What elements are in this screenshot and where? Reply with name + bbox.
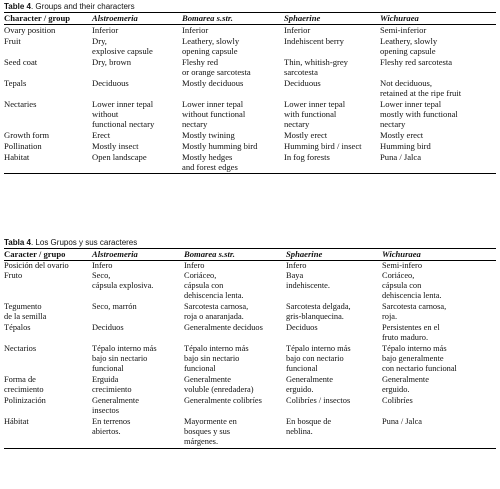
caption-text: . Los Grupos y sus caracteres <box>30 238 138 247</box>
row-label-cell: Fruit <box>4 36 21 46</box>
table-row <box>4 344 496 375</box>
table-cell: Open landscape <box>92 152 147 162</box>
table-cell: Inferior <box>284 25 311 35</box>
table-cell: Fleshy red sarcotesta <box>380 57 453 67</box>
table-cell: Infero Coriáceo, cápsula con dehiscencia lenta. <box>184 261 244 300</box>
column-header: Alstroemeria <box>92 13 138 23</box>
column-header: Sphaerine <box>284 13 321 23</box>
table-cell: Infero Seco, cápsula explosiva. <box>92 261 154 290</box>
row-label-cell: Posición del ovario Fruto <box>4 261 69 280</box>
table-row <box>4 141 496 152</box>
row-label-cell: Nectarios <box>4 344 37 353</box>
table-cell: Deciduous <box>284 78 321 88</box>
table-cell: Generalmente colibríes <box>184 396 262 405</box>
caption-text: . Groups and their characters <box>30 2 135 11</box>
table-row <box>4 417 496 449</box>
table-cell: Deciduos <box>286 323 318 332</box>
table-cell: Mostly hedges and forest edges <box>182 152 238 172</box>
column-header: Bomarea s.str. <box>182 13 233 23</box>
table-row <box>4 396 496 417</box>
column-header: Bomarea s.str. <box>184 249 235 259</box>
table-cell: En bosque de neblina. <box>286 417 332 436</box>
table-cell: Mayormente en bosques y sus márgenes. <box>184 417 237 446</box>
column-header: Sphaerine <box>286 249 323 259</box>
table-cell: Sarcotesta delgada, gris-blanquecina. <box>286 302 351 321</box>
table-cell: Mostly erect <box>284 130 328 140</box>
table-cell: Tépalo interno más bajo generalmente con nectario funcional <box>382 344 457 373</box>
row-label-cell: Tepals <box>4 78 27 88</box>
column-header: Wichuraea <box>382 249 421 259</box>
table-row <box>4 130 496 141</box>
table-cell: Inferior <box>92 25 119 35</box>
row-label-cell: Nectaries <box>4 99 37 109</box>
data-table <box>4 12 496 174</box>
row-label-cell: Ovary position <box>4 25 56 35</box>
caption-label: Tabla 4 <box>4 238 31 247</box>
row-label-cell: Hábitat <box>4 417 29 426</box>
column-header: Wichuraea <box>380 13 419 23</box>
table-cell: Puna / Jalca <box>382 417 423 426</box>
table-cell: En terrenos abiertos. <box>92 417 131 436</box>
table-cell: Mostly insect <box>92 141 139 151</box>
table-row <box>4 36 496 57</box>
table-row <box>4 57 496 78</box>
table-row <box>4 78 496 99</box>
table-caption <box>4 2 496 12</box>
table-cell: Inferior <box>182 25 209 35</box>
table-cell: Indehiscent berry <box>284 36 344 46</box>
table-cell: Mostly humming bird <box>182 141 258 151</box>
table-cell: Colibríes / insectos <box>286 396 351 405</box>
table-cell: Thin, whitish-grey sarcotesta <box>284 57 348 77</box>
column-header: Caracter / grupo <box>4 249 66 259</box>
table-cell: Mostly twining <box>182 130 235 140</box>
table-cell: Persistentes en el fruto maduro. <box>382 323 440 342</box>
table-cell: Sarcotesta carnosa, roja. <box>382 302 447 321</box>
table-row <box>4 152 496 174</box>
table-cell: Erguida crecimiento <box>92 375 132 394</box>
table-cell: In fog forests <box>284 152 330 162</box>
table-english <box>4 2 496 174</box>
table-cell: Semi-inferior <box>380 25 427 35</box>
table-cell: Lower inner tepal without functional nectary <box>92 99 155 129</box>
row-label-cell: Polinización <box>4 396 46 405</box>
table-cell: Deciduos <box>92 323 124 332</box>
table-cell: Erect <box>92 130 111 140</box>
table-cell: Generalmente insectos <box>92 396 139 415</box>
table-cell: Humming bird <box>380 141 431 151</box>
table-spanish <box>4 238 496 449</box>
table-cell: Mostly deciduous <box>182 78 244 88</box>
table-cell: Infero Baya indehiscente. <box>286 261 330 290</box>
table-cell: Colibríes <box>382 396 413 405</box>
table-cell: Generalmente erguido. <box>382 375 429 394</box>
table-cell: Not deciduous, retained at the ripe fruit <box>380 78 462 98</box>
table-cell: Leathery, slowly opening capsule <box>380 36 438 56</box>
table-cell: Seco, marrón <box>92 302 137 311</box>
table-row <box>4 99 496 130</box>
table-caption <box>4 238 496 248</box>
table-cell: Dry, brown <box>92 57 132 67</box>
table-row <box>4 261 496 303</box>
table-cell: Generalmente voluble (enredadera) <box>184 375 254 394</box>
row-label-cell: Forma de crecimiento <box>4 375 44 394</box>
table-cell: Generalmente erguido. <box>286 375 333 394</box>
table-cell: Lower inner tepal mostly with functional nectary <box>380 99 458 129</box>
table-cell: Tépalo interno más bajo sin nectario funcional <box>92 344 157 373</box>
table-cell: Deciduous <box>92 78 129 88</box>
column-header: Character / group <box>4 13 71 23</box>
table-cell: Dry, explosive capsule <box>92 36 153 56</box>
header-row <box>4 249 496 261</box>
row-label-cell: Seed coat <box>4 57 38 67</box>
table-row <box>4 323 496 344</box>
table-cell: Lower inner tepal without functional nectary <box>182 99 246 129</box>
table-cell: Tépalo interno más bajo sin nectario funcional <box>184 344 249 373</box>
row-label-cell: Tépalos <box>4 323 31 332</box>
table-cell: Puna / Jalca <box>380 152 422 162</box>
column-header: Alstroemeria <box>92 249 138 259</box>
row-label-cell: Tegumento de la semilla <box>4 302 47 321</box>
header-row <box>4 13 496 25</box>
table-row <box>4 302 496 323</box>
table-cell: Fleshy red or orange sarcotesta <box>182 57 251 77</box>
row-label-cell: Pollination <box>4 141 42 151</box>
table-row <box>4 25 496 37</box>
row-label-cell: Habitat <box>4 152 30 162</box>
caption-label: Table 4 <box>4 2 31 11</box>
table-cell: Semi-infero Coriáceo, cápsula con dehiscencia lenta. <box>382 261 442 300</box>
table-cell: Lower inner tepal with functional nectary <box>284 99 346 129</box>
table-cell: Sarcotesta carnosa, roja o anaranjada. <box>184 302 249 321</box>
table-cell: Humming bird / insect <box>284 141 362 151</box>
row-label-cell: Growth form <box>4 130 50 140</box>
table-cell: Generalmente deciduos <box>184 323 263 332</box>
table-cell: Mostly erect <box>380 130 424 140</box>
table-cell: Tépalo interno más bajo con nectario funcional <box>286 344 351 373</box>
table-row <box>4 375 496 396</box>
data-table <box>4 248 496 449</box>
table-cell: Leathery, slowly opening capsule <box>182 36 240 56</box>
